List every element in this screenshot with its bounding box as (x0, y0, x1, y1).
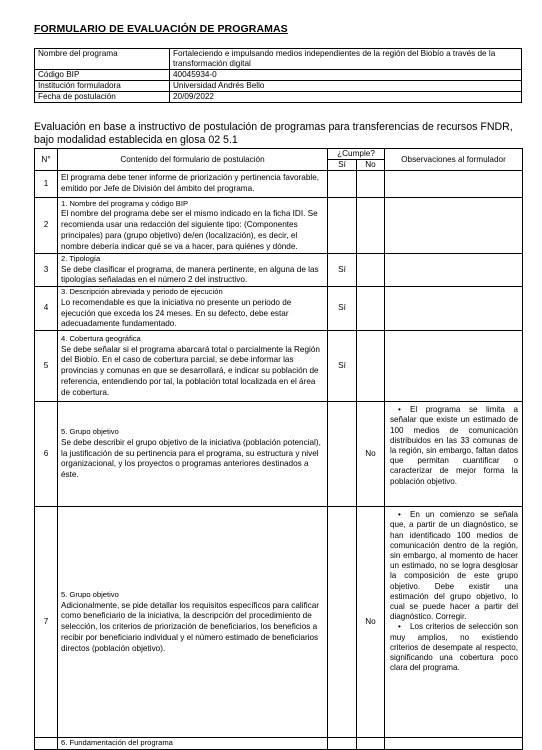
section-heading: 6. Fundamentación del programa (61, 738, 173, 748)
observation-text: En un comienzo se señala que, a partir de un diagnóstico, se han identificado 100 medios de comunicación dentro de la región, sin embargo, al momento de hacer un estimado, no se logra desglosar la composición de este grupo objetivo. Debe existir una estimación del grupo objetivo, lo cual se puede hacer a partir del diagnóstico. Corregir. (390, 510, 518, 622)
info-label: Nombre del programa (35, 49, 170, 70)
table-row (35, 331, 523, 402)
complies-si (328, 402, 357, 507)
complies-si (328, 171, 357, 198)
info-value: Fortaleciendo e impulsando medios independientes de la región del Biobío a través de la transformación digital (170, 49, 522, 70)
info-row-bip (35, 70, 522, 81)
row-number: 7 (35, 507, 58, 738)
row-content (58, 402, 328, 507)
header-observations: Observaciones al formulador (385, 149, 523, 171)
complies-no (357, 254, 385, 287)
section-heading: 4. Cobertura geográfica (61, 334, 141, 343)
info-label: Código BIP (35, 70, 170, 81)
table-row (35, 254, 523, 287)
complies-si: Sí (328, 331, 357, 402)
complies-si (328, 198, 357, 254)
row-observations (385, 254, 523, 287)
header-num: N° (35, 149, 58, 171)
row-observations (385, 331, 523, 402)
section-text: Adicionalmente, se pide detallar los requisitos específicos para calificar como beneficiario de la iniciativa, la descripción del procedimiento de selección, los criterios de priorización de beneficiarios, los beneficios a recibir por beneficiario individual y el número estimado de beneficiarios directos (población objetivo). (61, 600, 320, 653)
complies-si (328, 507, 357, 738)
complies-si (328, 738, 357, 750)
complies-si: Sí (328, 287, 357, 331)
complies-no: No (357, 507, 385, 738)
row-content (58, 198, 328, 254)
bullet-icon: • (398, 405, 401, 415)
section-text: Se debe clasificar el programa, de manera pertinente, en alguna de las tipologías señaladas en el número 2 del instructivo. (61, 264, 319, 285)
complies-no (357, 331, 385, 402)
row-number: 2 (35, 198, 58, 254)
header-no: No (357, 160, 385, 171)
section-heading: 5. Grupo objetivo (61, 590, 119, 599)
row-observations (385, 507, 523, 738)
observation-item (390, 622, 518, 673)
section-heading: 3. Descripción abreviada y periodo de ejecución (61, 287, 223, 297)
row-observations (385, 287, 523, 331)
row-observations (385, 171, 523, 198)
row-number: 5 (35, 331, 58, 402)
complies-no (357, 738, 385, 750)
evaluation-subtitle: Evaluación en base a instructivo de postulación de programas para transferencias de recursos FNDR, bajo modalidad establecida en glosa 02 5.1 (34, 121, 513, 146)
row-number: 3 (35, 254, 58, 287)
row-number: 6 (35, 402, 58, 507)
section-heading: 2. Tipología (61, 254, 101, 263)
header-content: Contenido del formulario de postulación (58, 149, 328, 171)
section-text: El nombre del programa debe ser el mismo indicado en la ficha IDI. Se recomienda usar una redacción del siguiente tipo: (Componentes principales) para (grupo objetivo) de/en (localización), es decir, el nombre debería indicar qué se va a hacer, para quiénes y dónde. (61, 209, 318, 251)
section-heading: 1. Nombre del programa y código BIP (61, 198, 189, 208)
section-heading: 5. Grupo objetivo (61, 427, 119, 437)
complies-no (357, 287, 385, 331)
observation-text: Los criterios de selección son muy amplios, no existiendo criterios de desempate al respecto, significando una cobertura poco clara del programa. (390, 622, 518, 673)
table-row (35, 171, 523, 198)
row-content (58, 171, 328, 198)
info-row-name (35, 49, 522, 70)
evaluation-table (34, 148, 523, 750)
form-title: FORMULARIO DE EVALUACIÓN DE PROGRAMAS (34, 23, 288, 35)
info-row-institution (35, 81, 522, 92)
row-content (58, 331, 328, 402)
row-number: 4 (35, 287, 58, 331)
row-content (58, 287, 328, 331)
program-info-table (34, 48, 522, 103)
row-content (58, 507, 328, 738)
info-label: Fecha de postulación (35, 92, 170, 103)
complies-no: No (357, 402, 385, 507)
row-content (58, 738, 328, 750)
header-row (35, 149, 523, 160)
table-row (35, 287, 523, 331)
table-row (35, 402, 523, 507)
observation-text: El programa se limita a señalar que existe un estimado de 100 medios de comunicación distribuidos en las 33 comunas de la región, sin embargo, faltan datos que permitan cuantificar o caracterizar de mejor forma la población objetivo. (390, 405, 518, 486)
section-text: Lo recomendable es que la iniciativa no presente un periodo de ejecución que exceda los 24 meses. En su defecto, debe estar adecuadamente fundamentado. (61, 297, 292, 329)
row-observations (385, 402, 523, 507)
complies-si: Sí (328, 254, 357, 287)
observation-item (390, 510, 518, 622)
section-text: Se debe señalar si el programa abarcará total o parcialmente la Región del Biobío. En el caso de cobertura parcial, se debe informar las provincias y comunas en que se desarrollará, e indicar su población de referencia, entendiendo por tal, la población total localizada en el área de cobertura. (61, 344, 320, 397)
complies-no (357, 198, 385, 254)
table-row (35, 507, 523, 738)
row-content (58, 254, 328, 287)
info-label: Institución formuladora (35, 81, 170, 92)
table-row (35, 738, 523, 750)
row-observations (385, 738, 523, 750)
row-observations (385, 198, 523, 254)
table-row (35, 198, 523, 254)
info-value: 40045934-0 (170, 70, 522, 81)
section-text: Se debe describir el grupo objetivo de la iniciativa (población potencial), la justificación de su pertinencia para el programa, su estructura y nivel organizacional, y los proyectos o programas anteriores destinados a éste. (61, 438, 321, 480)
bullet-icon: • (398, 622, 401, 632)
info-row-date (35, 92, 522, 103)
complies-no (357, 171, 385, 198)
header-cumple: ¿Cumple? (328, 149, 385, 160)
header-si: Sí (328, 160, 357, 171)
row-number: 1 (35, 171, 58, 198)
row-number (35, 738, 58, 750)
observation-item (390, 405, 518, 487)
bullet-icon: • (398, 510, 401, 520)
info-value: 20/09/2022 (170, 92, 522, 103)
section-text: El programa debe tener informe de priorización y pertinencia favorable, emitido por Jefe de División del ámbito del programa. (61, 173, 320, 193)
info-value: Universidad Andrés Bello (170, 81, 522, 92)
